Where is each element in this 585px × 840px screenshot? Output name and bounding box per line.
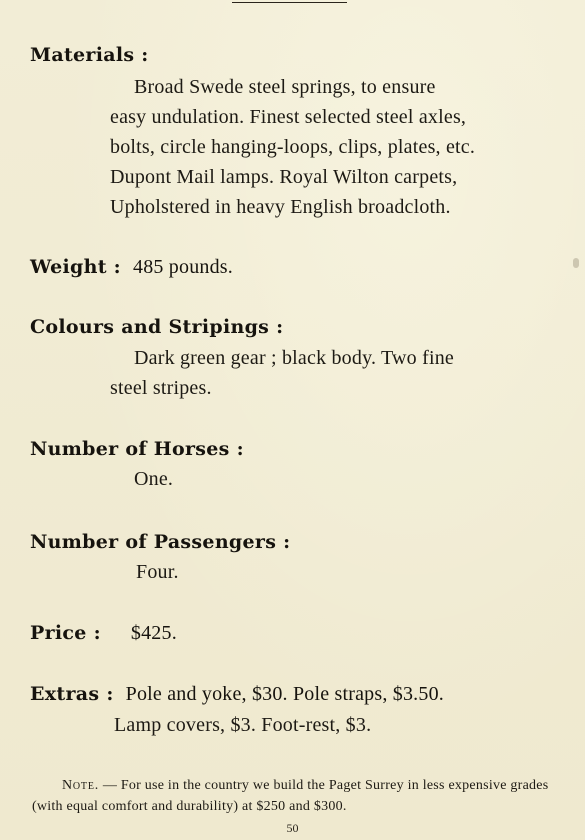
weight-heading: Weight : (30, 256, 121, 278)
materials-line-4: Dupont Mail lamps. Royal Wilton carpets, (110, 166, 458, 188)
horses-value: One. (134, 468, 174, 490)
materials-line-3: bolts, circle hanging-loops, clips, plates, etc. (110, 136, 476, 158)
extras-line-1: Pole and yoke, $30. Pole straps, $3.50. (125, 683, 444, 705)
weight-value: 485 pounds. (133, 256, 233, 278)
passengers-heading: Number of Passengers : (30, 531, 291, 553)
page-mark (573, 258, 579, 268)
colours-line-2: steel stripes. (110, 377, 212, 399)
extras-line-2: Lamp covers, $3. Foot-rest, $3. (114, 714, 372, 736)
materials-line-1: Broad Swede steel springs, to ensure (134, 76, 436, 98)
page-number: 50 (286, 821, 299, 835)
materials-heading: Materials : (30, 44, 149, 66)
extras-row (30, 683, 444, 706)
note-text: For use in the country we build the Paget Surrey in less expensive grades (with equal comfort and durability) at $250 and $300. (32, 778, 549, 814)
passengers-value: Four. (136, 561, 179, 583)
price-value: $425. (130, 622, 177, 644)
top-rule (232, 2, 347, 3)
horses-heading: Number of Horses : (30, 438, 244, 460)
weight-row (30, 256, 233, 279)
colours-line-1: Dark green gear ; black body. Two fine (134, 347, 454, 369)
colours-heading: Colours and Stripings : (30, 316, 284, 338)
materials-line-2: easy undulation. Finest selected steel axles, (110, 106, 467, 128)
footnote (32, 775, 560, 817)
materials-line-5: Upholstered in heavy English broadcloth. (110, 196, 451, 218)
price-row (30, 622, 177, 645)
extras-heading: Extras : (30, 683, 114, 705)
note-label: Note. (62, 778, 100, 793)
materials-text (110, 72, 560, 222)
colours-text (110, 343, 560, 403)
price-heading: Price : (30, 622, 101, 644)
note-dash: — (99, 778, 121, 793)
